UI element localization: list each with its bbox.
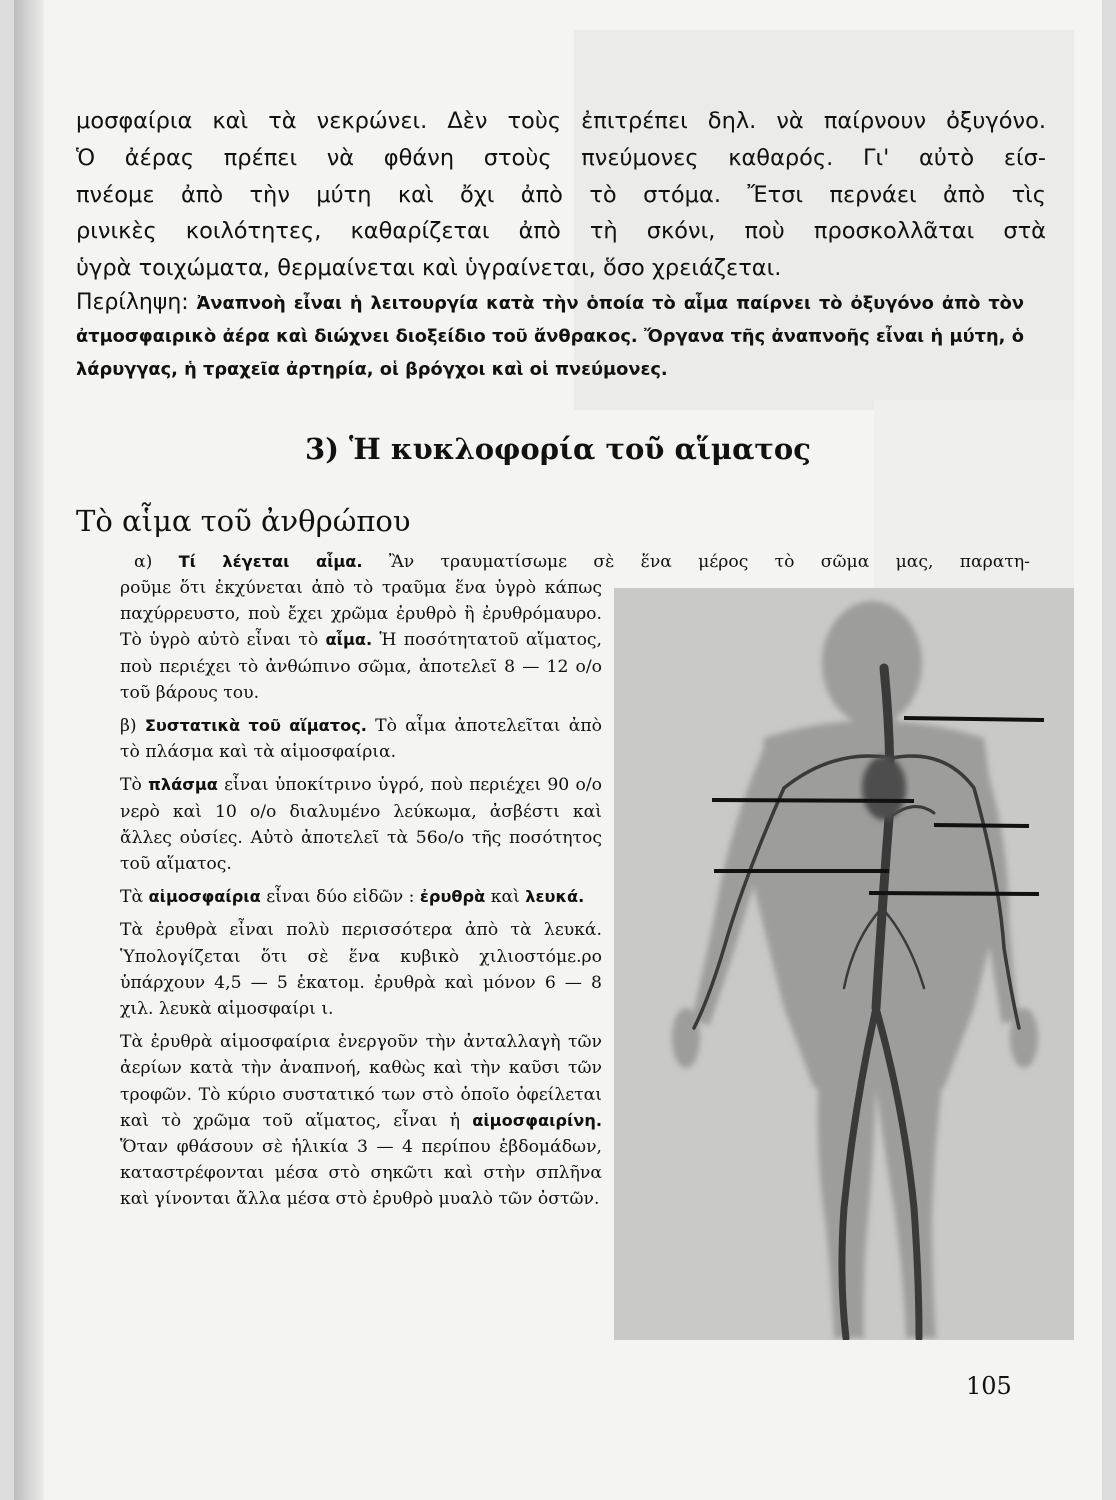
page-number: 105 [966, 1372, 1012, 1400]
paragraph-counts: Τὰ ἐρυθρὰ εἶναι πολὺ περισσότερα ἀπὸ τὰ λευκά. Ὑπολογίζεται ὅτι σὲ ἕνα κυβικὸ χιλιοστόμε.ρο ὑπάρχουν 4,5 — 5 ἑκατομ. ἐρυθρὰ καὶ μόνον 6 — 8 χιλ. λευκὰ αἱμοσφαίρι ι. [120, 920, 602, 1020]
blood-def-text: ροῦμε ὅτι ἐκχύνεται ἀπὸ τὸ τραῦμα ἕνα ὑγρὸ κάπως παχύρρευστο, ποὺ ἔχει χρῶμα ἐρυθρὸ ἢ ἐρυθρόμαυρο. Τὸ ὑγρὸ αὐτὸ εἶναι τὸ [120, 578, 602, 651]
circulatory-system-figure [614, 588, 1074, 1340]
cells-text-2: εἶναι δύο εἰδῶν : [266, 887, 415, 908]
components-bold: Συστατικὰ τοῦ αἵματος. [144, 716, 367, 736]
page-spine-shadow [14, 0, 44, 1500]
paragraph-blood-cells [120, 884, 602, 910]
paragraph-red-cells [120, 1029, 602, 1212]
summary-paragraph [76, 287, 1024, 386]
summary-text: Ἀναπνοὴ εἶναι ἡ λειτουργία κατὰ τὴν ὁποία τὸ αἷμα παίρνει τὸ ὀξυγόνο ἀπὸ τὸν ἀτμοσφαιρικὸ ἀέρα καὶ διώχνει διοξείδιο τοῦ ἄνθρακος. Ὄργανα τῆς ἀναπνοῆς εἶναι ἡ μύτη, ὁ λάρυγγας, ἡ τραχεῖα ἀρτηρία, οἱ βρόγχοι καὶ οἱ πνεύμονες. [76, 293, 1024, 380]
blood-def-text-2: Ἡ ποσότητατοῦ αἵματος, ποὺ περιέχει τὸ ἀνθώπινο σῶμα, ἀποτελεῖ 8 — 12 ο/ο τοῦ βάρους του. [120, 630, 603, 703]
plasma-bold: πλάσμα [148, 775, 218, 795]
lead-line [134, 549, 1030, 575]
lead-bold: Τί λέγεται αἷμα. [178, 552, 363, 571]
components-marker: β) [120, 716, 137, 737]
plasma-text-2: εἶναι ὑποκίτρινο ὑγρό, ποὺ περιέχει 90 ο/ο νερὸ καὶ 10 ο/ο διαλυμένο λεύκωμα, ἀσβέστι καὶ ἄλλες οὐσίες. Αὐτὸ ἀποτελεῖ τὰ 56ο/ο τῆς ποσότητος τοῦ αἵματος. [120, 775, 602, 875]
paragraph-components [120, 713, 602, 765]
hemoglobin-bold: αἱμοσφαιρίνη. [472, 1110, 602, 1130]
section-title: Τὸ αἷμα τοῦ ἀνθρώπου [76, 504, 411, 538]
cells-text: Τὰ [120, 887, 144, 908]
lead-text: Ἂν τραυματίσωμε σὲ ἕνα μέρος τὸ σῶμα μας, παρατη- [388, 552, 1030, 572]
intro-line: πνέομε ἀπὸ τὴν μύτη καὶ ὄχι ἀπὸ τὸ στόμα. Ἔτσι περνάει ἀπὸ τὶς [76, 181, 1046, 208]
heart-shape [862, 756, 906, 820]
intro-line: ρινικὲς κοιλότητες, καθαρίζεται ἀπὸ τὴ σκόνι, ποὺ προσκολλᾶται στὰ [76, 218, 1046, 245]
plasma-text: Τὸ [120, 775, 142, 796]
textbook-page [14, 0, 1102, 1500]
body-silhouette [672, 601, 1038, 1338]
paragraph-plasma [120, 772, 602, 877]
intro-paragraph [76, 103, 1046, 287]
red-cells-text-2: Ὅταν φθάσουν σὲ ἡλικία 3 — 4 περίπου ἑβδομάδων, καταστρέφονται μέσα στὸ σηκῶτι καὶ στὴν σπλῆνα καὶ γίνονται ἄλλα μέσα στὸ ἐρυθρὸ μυαλὸ τῶν ὀστῶν. [120, 1137, 602, 1210]
components-text: Τὸ αἷμα ἀποτελεῖται ἀπὸ τὸ πλάσμα καὶ τὰ αἱμοσφαίρια. [120, 716, 602, 763]
red-cells-text: Τὰ ἐρυθρὰ αἱμοσφαίρια ἐνεργοῦν τὴν ἀνταλλαγὴ τῶν ἀερίων κατὰ τὴν ἀναπνοή, καθὼς καὶ τὴν καῦσι τῶν τροφῶν. Τὸ κύριο συστατικό των στὸ ὁποῖο ὀφείλεται καὶ τὸ χρῶμα τοῦ αἵματος, εἶναι ἡ [120, 1032, 602, 1131]
intro-line: μοσφαίρια καὶ τὰ νεκρώνει. Δὲν τοὺς ἐπιτρέπει δηλ. νὰ παίρνουν ὀξυγόνο. [76, 108, 1046, 134]
cells-text-3: καὶ [490, 887, 520, 908]
intro-line: ὑγρὰ τοιχώματα, θερμαίνεται καὶ ὑγραίνεται, ὅσο χρειάζεται. [76, 255, 782, 282]
text-column [120, 575, 602, 1220]
cells-red-bold: ἐρυθρὰ [419, 887, 486, 907]
lead-marker: α) [134, 552, 153, 572]
cells-white-bold: λευκά. [525, 887, 585, 907]
human-body-illustration [614, 588, 1074, 1340]
paragraph-blood-definition [120, 575, 602, 706]
intro-line: Ὁ ἀέρας πρέπει νὰ φθάνη στοὺς πνεύμονες καθαρός. Γι' αὐτὸ είσ- [76, 144, 1046, 171]
summary-label: Περίληψη: [76, 290, 189, 315]
chapter-title: 3) Ἡ κυκλοφορία τοῦ αἵματος [305, 432, 811, 466]
blood-def-bold: αἷμα. [325, 630, 373, 650]
cells-bold: αἱμοσφαίρια [148, 887, 261, 907]
